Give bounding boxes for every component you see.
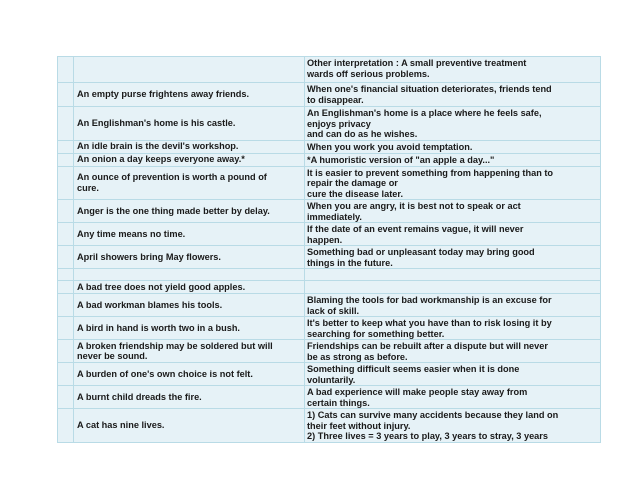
meaning-cell: Something bad or unpleasant today may bring good things in the future. <box>305 246 601 269</box>
row-marker-cell <box>58 107 74 141</box>
table-row <box>58 200 601 223</box>
row-marker-cell <box>58 269 74 281</box>
row-marker-cell <box>58 83 74 107</box>
meaning-cell: A bad experience will make people stay away from certain things. <box>305 386 601 409</box>
meaning-cell: 1) Cats can survive many accidents because they land on their feet without injury. 2) Three lives = 3 years to play, 3 years to stray, 3 years <box>305 409 601 443</box>
meaning-cell: An Englishman's home is a place where he feels safe, enjoys privacy and can do as he wishes. <box>305 107 601 141</box>
row-marker-cell <box>58 57 74 83</box>
proverb-cell: A burden of one's own choice is not felt. <box>74 363 305 386</box>
proverb-cell <box>74 57 305 83</box>
row-marker-cell <box>58 340 74 363</box>
table-row <box>58 409 601 443</box>
proverb-cell: A bird in hand is worth two in a bush. <box>74 317 305 340</box>
row-marker-cell <box>58 317 74 340</box>
meaning-cell: When you work you avoid temptation. <box>305 140 601 153</box>
table-row <box>58 140 601 153</box>
table-body <box>58 57 601 443</box>
row-marker-cell <box>58 153 74 166</box>
proverb-cell: Anger is the one thing made better by delay. <box>74 200 305 223</box>
proverb-cell: A bad workman blames his tools. <box>74 294 305 317</box>
table-row <box>58 294 601 317</box>
meaning-cell: If the date of an event remains vague, it will never happen. <box>305 223 601 246</box>
meaning-cell: Blaming the tools for bad workmanship is an excuse for lack of skill. <box>305 294 601 317</box>
proverb-cell: A broken friendship may be soldered but will never be sound. <box>74 340 305 363</box>
table-row <box>58 107 601 141</box>
meaning-cell: It's better to keep what you have than to risk losing it by searching for something better. <box>305 317 601 340</box>
row-marker-cell <box>58 409 74 443</box>
row-marker-cell <box>58 223 74 246</box>
meaning-cell: Something difficult seems easier when it is done voluntarily. <box>305 363 601 386</box>
row-marker-cell <box>58 200 74 223</box>
proverb-cell <box>74 269 305 281</box>
meaning-cell <box>305 281 601 294</box>
row-marker-cell <box>58 294 74 317</box>
table-row <box>58 317 601 340</box>
proverb-cell: An onion a day keeps everyone away.* <box>74 153 305 166</box>
proverbs-table-wrap <box>57 56 601 443</box>
table-row <box>58 281 601 294</box>
table-row <box>58 153 601 166</box>
table-row <box>58 246 601 269</box>
table-row <box>58 223 601 246</box>
proverb-cell: Any time means no time. <box>74 223 305 246</box>
proverb-cell: An idle brain is the devil's workshop. <box>74 140 305 153</box>
meaning-cell: *A humoristic version of "an apple a day..." <box>305 153 601 166</box>
proverbs-table <box>57 56 601 443</box>
table-row <box>58 83 601 107</box>
row-marker-cell <box>58 166 74 200</box>
meaning-cell: When one's financial situation deteriorates, friends tend to disappear. <box>305 83 601 107</box>
proverb-cell: A burnt child dreads the fire. <box>74 386 305 409</box>
table-row <box>58 166 601 200</box>
proverb-cell: A cat has nine lives. <box>74 409 305 443</box>
table-row <box>58 269 601 281</box>
table-row <box>58 57 601 83</box>
proverb-cell: An ounce of prevention is worth a pound of cure. <box>74 166 305 200</box>
row-marker-cell <box>58 246 74 269</box>
meaning-cell: Other interpretation : A small preventive treatment wards off serious problems. <box>305 57 601 83</box>
row-marker-cell <box>58 386 74 409</box>
proverb-cell: An empty purse frightens away friends. <box>74 83 305 107</box>
table-row <box>58 340 601 363</box>
proverb-cell: A bad tree does not yield good apples. <box>74 281 305 294</box>
table-row <box>58 363 601 386</box>
meaning-cell: It is easier to prevent something from happening than to repair the damage or cure the disease later. <box>305 166 601 200</box>
row-marker-cell <box>58 281 74 294</box>
meaning-cell: Friendships can be rebuilt after a dispute but will never be as strong as before. <box>305 340 601 363</box>
table-row <box>58 386 601 409</box>
meaning-cell <box>305 269 601 281</box>
row-marker-cell <box>58 140 74 153</box>
meaning-cell: When you are angry, it is best not to speak or act immediately. <box>305 200 601 223</box>
proverb-cell: An Englishman's home is his castle. <box>74 107 305 141</box>
proverb-cell: April showers bring May flowers. <box>74 246 305 269</box>
row-marker-cell <box>58 363 74 386</box>
